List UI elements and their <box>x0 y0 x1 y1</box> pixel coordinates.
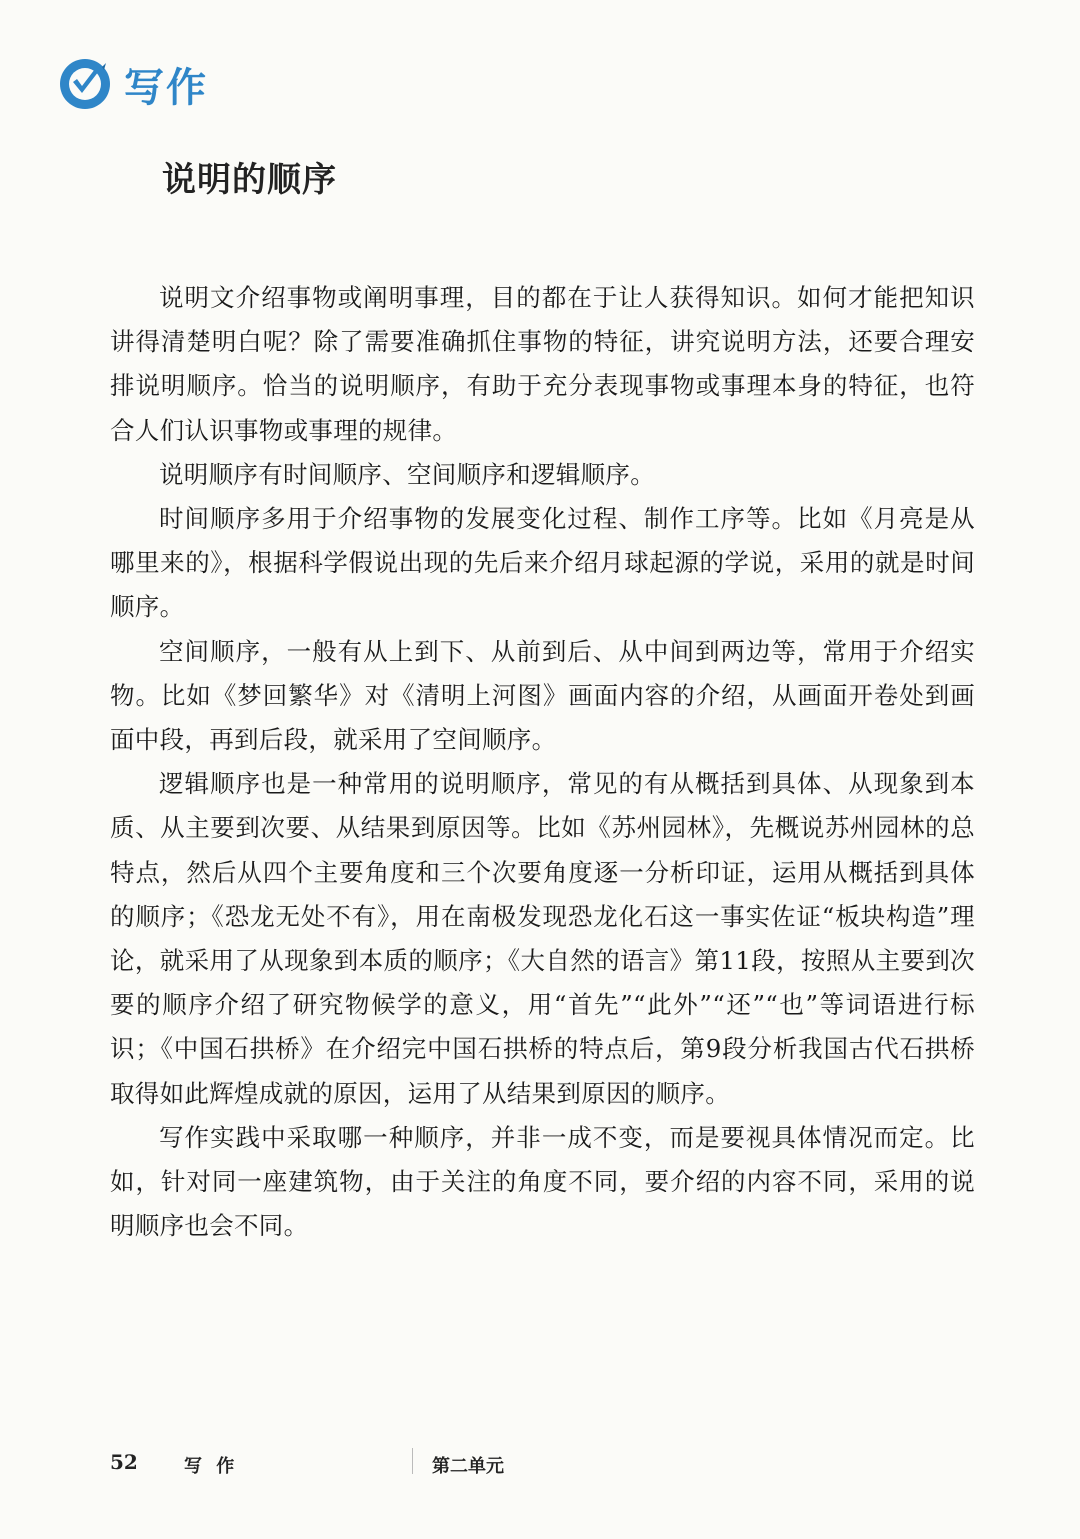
paragraph-practice: 写作实践中采取哪一种顺序，并非一成不变，而是要视具体情况而定。比如，针对同一座建筑物，由于关注的角度不同，要介绍的内容不同，采用的说明顺序也会不同。 <box>110 1122 975 1241</box>
section-header <box>58 54 208 114</box>
paragraph-intro: 说明文介绍事物或阐明事理，目的都在于让人获得知识。如何才能把知识讲得清楚明白呢？除了需要准确抓住事物的特征，讲究说明方法，还要合理安排说明顺序。恰当的说明顺序，有助于充分表现事物或事理本身的特征，也符合人们认识事物或事理的规律。 <box>110 283 975 445</box>
pen-check-icon <box>58 57 112 111</box>
paragraph-time-order: 时间顺序多用于介绍事物的发展变化过程、制作工序等。比如《月亮是从哪里来的》，根据科学假说出现的先后来介绍月球起源的学说，采用的就是时间顺序。 <box>110 504 975 622</box>
body-text <box>110 276 975 1248</box>
paragraph-logic-order: 逻辑顺序也是一种常用的说明顺序，常见的有从概括到具体、从现象到本质、从主要到次要、从结果到原因等。比如《苏州园林》，先概说苏州园林的总特点，然后从四个主要角度和三个次要角度逐一分析印证，运用从概括到具体的顺序；《恐龙无处不有》，用在南极发现恐龙化石这一事实佐证“板块构造”理论，就采用了从现象到本质的顺序；《大自然的语言》第11段，按照从主要到次要的顺序介绍了研究物候学的意义，用“首先”“此外”“还”“也”等词语进行标识；《中国石拱桥》在介绍完中国石拱桥的特点后，第9段分析我国古代石拱桥取得如此辉煌成就的原因，运用了从结果到原因的顺序。 <box>110 769 975 1108</box>
section-label: 写作 <box>124 64 208 111</box>
paragraph-types: 说明顺序有时间顺序、空间顺序和逻辑顺序。 <box>159 459 655 489</box>
footer-unit-label: 第二单元 <box>432 1456 504 1477</box>
page-footer <box>110 1448 530 1478</box>
footer-divider <box>412 1448 413 1474</box>
footer-section-label: 写 作 <box>184 1456 239 1477</box>
paragraph-space-order: 空间顺序，一般有从上到下、从前到后、从中间到两边等，常用于介绍实物。比如《梦回繁华》对《清明上河图》画面内容的介绍，从画面开卷处到画面中段，再到后段，就采用了空间顺序。 <box>110 636 975 755</box>
page-title: 说明的顺序 <box>162 160 337 200</box>
page-number: 52 <box>110 1450 138 1474</box>
